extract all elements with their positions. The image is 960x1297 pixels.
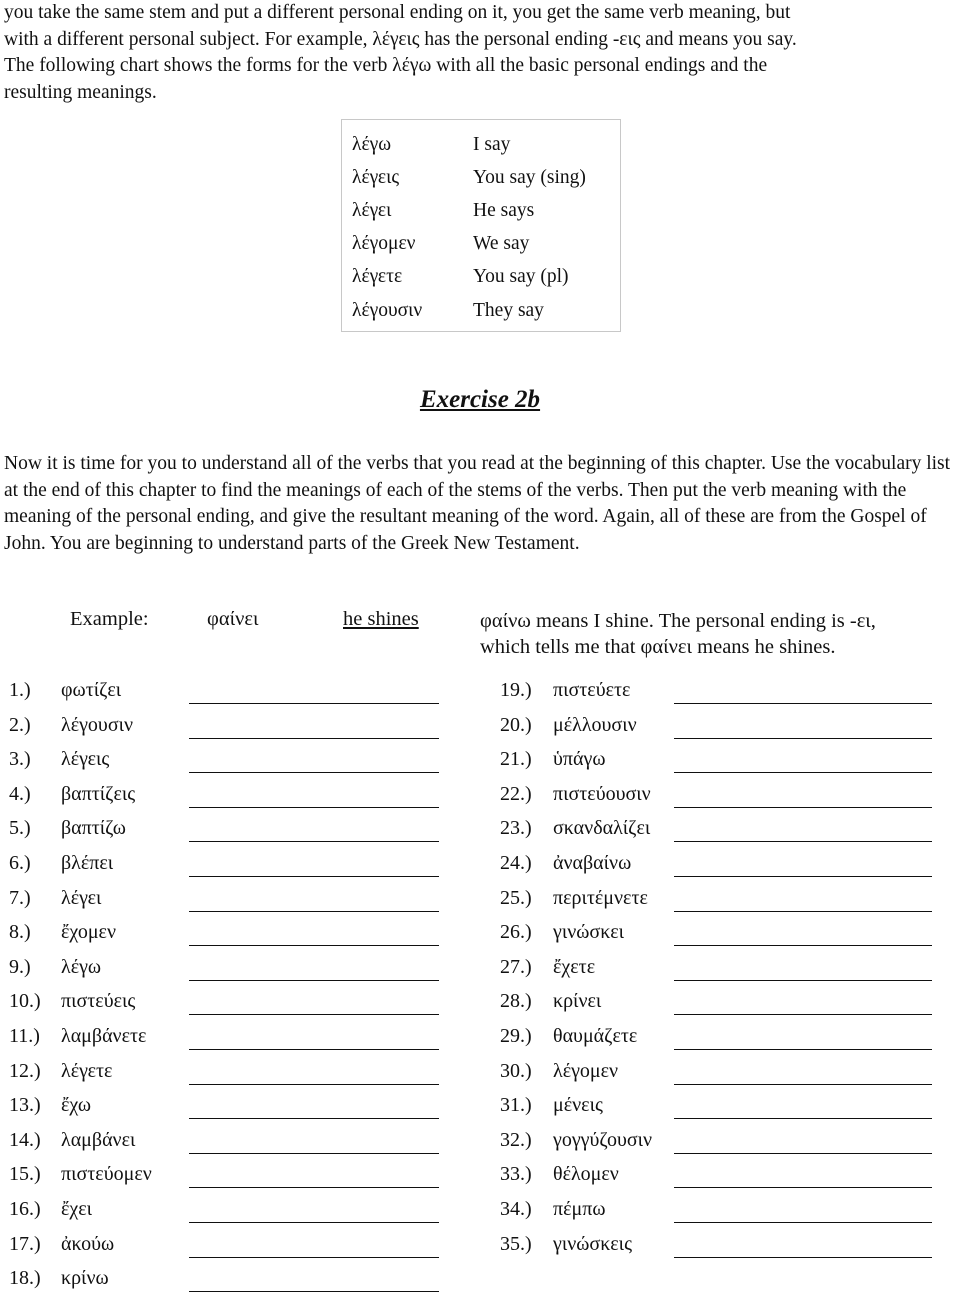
exercise-item-greek: πέμπω — [553, 1198, 606, 1220]
exercise-item — [9, 990, 449, 1020]
exercise-item-greek: πιστεύετε — [553, 679, 631, 701]
exercise-item-greek: λέγει — [61, 886, 102, 909]
exercise-item-greek: κρίνω — [61, 1267, 109, 1290]
exercise-item-number: 35.) — [500, 1232, 532, 1255]
exercise-item — [9, 1233, 449, 1263]
exercise-item — [9, 817, 449, 847]
exercise-item — [9, 783, 449, 813]
conjugation-row — [342, 128, 620, 158]
exercise-item — [9, 714, 449, 744]
exercise-item-greek: θαυμάζετε — [553, 1025, 638, 1047]
exercise-item — [9, 1163, 449, 1193]
exercise-item — [9, 679, 449, 709]
example-explanation-line: φαίνω means I shine. The personal ending is -ει, — [480, 610, 876, 632]
exercise-item-greek: ἔχετε — [553, 955, 596, 978]
answer-blank-line[interactable] — [189, 1222, 439, 1223]
exercise-item-greek: μέλλουσιν — [553, 713, 637, 736]
intro-line: with a different personal subject. For example, λέγεις has the personal ending -εις and means you say. — [4, 28, 797, 50]
answer-blank-line[interactable] — [189, 911, 439, 912]
answer-blank-line[interactable] — [189, 1187, 439, 1188]
answer-blank-line[interactable] — [189, 738, 439, 739]
exercise-instructions: Now it is time for you to understand all of the verbs that you read at the beginning of this chapter. Use the vocabulary list at the end of this chapter to find the meanings of each of the stems of the verbs. Then put the verb meaning with the meaning of the personal ending, and give the resultant meaning of the word. Again, all of these are from the Gospel of John. You are beginning to understand parts of the Greek New Testament. — [4, 453, 951, 554]
exercise-item-number: 14.) — [9, 1128, 41, 1151]
exercise-item-greek: βλέπει — [61, 852, 114, 874]
exercise-item-number: 17.) — [9, 1232, 41, 1255]
exercise-item-number: 34.) — [500, 1198, 532, 1220]
exercise-item-greek: βαπτίζω — [61, 817, 126, 840]
answer-blank-line[interactable] — [674, 1084, 932, 1085]
exercise-item — [9, 1198, 449, 1228]
exercise-item-greek: ἔχω — [61, 1094, 91, 1117]
exercise-item — [500, 1129, 940, 1159]
exercise-item-greek: πιστεύομεν — [61, 1163, 152, 1186]
exercise-item-greek: λαμβάνετε — [61, 1025, 147, 1047]
exercise-item-number: 23.) — [500, 817, 532, 840]
exercise-item — [500, 783, 940, 813]
exercise-item — [500, 679, 940, 709]
answer-blank-line[interactable] — [674, 841, 932, 842]
conjugation-english: I say — [473, 134, 511, 155]
answer-blank-line[interactable] — [189, 1014, 439, 1015]
exercise-item-greek: γινώσκει — [553, 921, 625, 944]
conjugation-row — [342, 294, 620, 324]
answer-blank-line[interactable] — [674, 876, 932, 877]
answer-blank-line[interactable] — [674, 1222, 932, 1223]
exercise-item — [500, 887, 940, 917]
exercise-item-number: 2.) — [9, 713, 31, 736]
exercise-item-number: 9.) — [9, 955, 31, 978]
exercise-item-greek: πιστεύουσιν — [553, 782, 651, 805]
answer-blank-line[interactable] — [674, 772, 932, 773]
exercise-item-greek: λαμβάνει — [61, 1128, 136, 1151]
intro-paragraph — [4, 0, 956, 106]
example-explanation — [480, 608, 876, 660]
answer-blank-line[interactable] — [674, 980, 932, 981]
exercise-item — [500, 1025, 940, 1055]
exercise-item-greek: θέλομεν — [553, 1163, 619, 1186]
exercise-item-number: 8.) — [9, 921, 31, 944]
answer-blank-line[interactable] — [189, 1257, 439, 1258]
answer-blank-line[interactable] — [674, 807, 932, 808]
answer-blank-line[interactable] — [189, 1084, 439, 1085]
exercise-item-number: 26.) — [500, 921, 532, 944]
exercise-item — [500, 1198, 940, 1228]
answer-blank-line[interactable] — [674, 738, 932, 739]
exercise-item — [500, 956, 940, 986]
example-greek-word: φαίνει — [207, 608, 259, 630]
exercise-item-number: 24.) — [500, 852, 532, 874]
answer-blank-line[interactable] — [674, 1118, 932, 1119]
exercise-item-greek: φωτίζει — [61, 679, 122, 701]
conjugation-greek: λέγεις — [352, 167, 400, 188]
answer-blank-line[interactable] — [189, 1118, 439, 1119]
exercise-item — [500, 1094, 940, 1124]
exercise-item-number: 16.) — [9, 1198, 41, 1220]
exercise-item-greek: μένεις — [553, 1094, 603, 1117]
exercise-item-number: 28.) — [500, 990, 532, 1013]
exercise-item-number: 4.) — [9, 782, 31, 805]
exercise-item-number: 6.) — [9, 852, 31, 874]
exercise-item-number: 20.) — [500, 713, 532, 736]
exercise-item — [500, 1233, 940, 1263]
exercise-item-greek: ἔχομεν — [61, 921, 116, 944]
exercise-item-number: 27.) — [500, 955, 532, 978]
conjugation-english: You say (pl) — [473, 266, 569, 287]
exercise-item-greek: πιστεύεις — [61, 990, 136, 1013]
answer-blank-line[interactable] — [189, 807, 439, 808]
exercise-item-number: 18.) — [9, 1267, 41, 1290]
intro-line: you take the same stem and put a different personal ending on it, you get the same verb meaning, but — [4, 2, 791, 23]
exercise-item-number: 33.) — [500, 1163, 532, 1186]
exercise-item-number: 32.) — [500, 1128, 532, 1151]
exercise-item-greek: σκανδαλίζει — [553, 817, 651, 840]
exercise-item-greek: ἔχει — [61, 1198, 93, 1220]
answer-blank-line[interactable] — [189, 841, 439, 842]
exercise-item-greek: ἀναβαίνω — [553, 852, 632, 874]
exercise-item-greek: λέγουσιν — [61, 713, 134, 736]
exercise-item — [9, 1060, 449, 1090]
exercise-item — [500, 1060, 940, 1090]
conjugation-row — [342, 227, 620, 257]
exercise-item-number: 31.) — [500, 1094, 532, 1117]
exercise-item — [500, 1163, 940, 1193]
answer-blank-line[interactable] — [674, 1187, 932, 1188]
exercise-item-greek: ἀκούω — [61, 1232, 115, 1255]
answer-blank-line[interactable] — [189, 703, 439, 704]
intro-line: resulting meanings. — [4, 81, 157, 103]
exercise-item-greek: ὑπάγω — [553, 748, 606, 771]
conjugation-english: They say — [473, 300, 544, 321]
answer-blank-line[interactable] — [189, 1153, 439, 1154]
exercise-title: Exercise 2b — [419, 386, 541, 413]
conjugation-table — [341, 119, 621, 332]
exercise-item-number: 3.) — [9, 748, 31, 771]
answer-blank-line[interactable] — [189, 1049, 439, 1050]
exercise-item-greek: κρίνει — [553, 990, 602, 1013]
conjugation-row — [342, 161, 620, 191]
example-label: Example: — [70, 608, 149, 630]
exercise-item — [9, 852, 449, 882]
conjugation-greek: λέγει — [352, 200, 392, 221]
conjugation-greek: λέγομεν — [352, 233, 416, 254]
exercise-item-number: 13.) — [9, 1094, 41, 1117]
exercise-item-number: 25.) — [500, 886, 532, 909]
answer-blank-line[interactable] — [674, 945, 932, 946]
exercise-item — [500, 852, 940, 882]
exercise-item-number: 19.) — [500, 679, 532, 701]
example-meaning: he shines — [343, 608, 419, 630]
conjugation-greek: λέγω — [352, 134, 392, 155]
answer-blank-line[interactable] — [674, 911, 932, 912]
exercise-item-greek: γινώσκεις — [553, 1232, 632, 1255]
exercise-item-greek: λέγετε — [61, 1059, 113, 1082]
exercise-item-number: 22.) — [500, 782, 532, 805]
conjugation-greek: λέγουσιν — [352, 300, 423, 321]
exercise-item — [500, 921, 940, 951]
conjugation-greek: λέγετε — [352, 266, 403, 287]
exercise-item-greek: γογγύζουσιν — [553, 1128, 653, 1151]
answer-blank-line[interactable] — [674, 1049, 932, 1050]
exercise-item-number: 12.) — [9, 1059, 41, 1082]
exercise-item — [9, 1025, 449, 1055]
exercise-item-greek: λέγεις — [61, 748, 110, 771]
exercise-item-greek: περιτέμνετε — [553, 886, 648, 909]
exercise-item-number: 21.) — [500, 748, 532, 771]
exercise-item-greek: λέγω — [61, 955, 102, 978]
exercise-item — [9, 1094, 449, 1124]
exercise-item-greek: βαπτίζεις — [61, 782, 136, 805]
answer-blank-line[interactable] — [674, 1153, 932, 1154]
exercise-item — [9, 1129, 449, 1159]
exercise-item-number: 7.) — [9, 886, 31, 909]
conjugation-english: We say — [473, 233, 530, 254]
intro-line: The following chart shows the forms for the verb λέγω with all the basic personal endings and the — [4, 55, 768, 76]
exercise-item-number: 30.) — [500, 1059, 532, 1082]
exercise-item-greek: λέγομεν — [553, 1059, 619, 1082]
answer-blank-line[interactable] — [189, 945, 439, 946]
exercise-item — [500, 990, 940, 1020]
exercise-item — [500, 714, 940, 744]
answer-blank-line[interactable] — [189, 980, 439, 981]
exercise-item-number: 11.) — [9, 1025, 40, 1047]
exercise-item — [9, 1267, 449, 1297]
exercise-item-number: 1.) — [9, 679, 31, 701]
exercise-item-number: 10.) — [9, 990, 41, 1013]
conjugation-row — [342, 194, 620, 224]
exercise-item-number: 5.) — [9, 817, 31, 840]
answer-blank-line[interactable] — [674, 1014, 932, 1015]
conjugation-row — [342, 260, 620, 290]
exercise-item-number: 15.) — [9, 1163, 41, 1186]
conjugation-english: You say (sing) — [473, 167, 586, 188]
answer-blank-line[interactable] — [674, 1257, 932, 1258]
example-explanation-line: which tells me that φαίνει means he shines. — [480, 636, 836, 658]
answer-blank-line[interactable] — [189, 876, 439, 877]
answer-blank-line[interactable] — [674, 703, 932, 704]
exercise-item — [500, 748, 940, 778]
conjugation-english: He says — [473, 200, 535, 221]
exercise-item — [9, 748, 449, 778]
exercise-item — [500, 817, 940, 847]
exercise-item — [9, 887, 449, 917]
exercise-item-number: 29.) — [500, 1025, 532, 1047]
answer-blank-line[interactable] — [189, 772, 439, 773]
exercise-item — [9, 921, 449, 951]
exercise-item — [9, 956, 449, 986]
